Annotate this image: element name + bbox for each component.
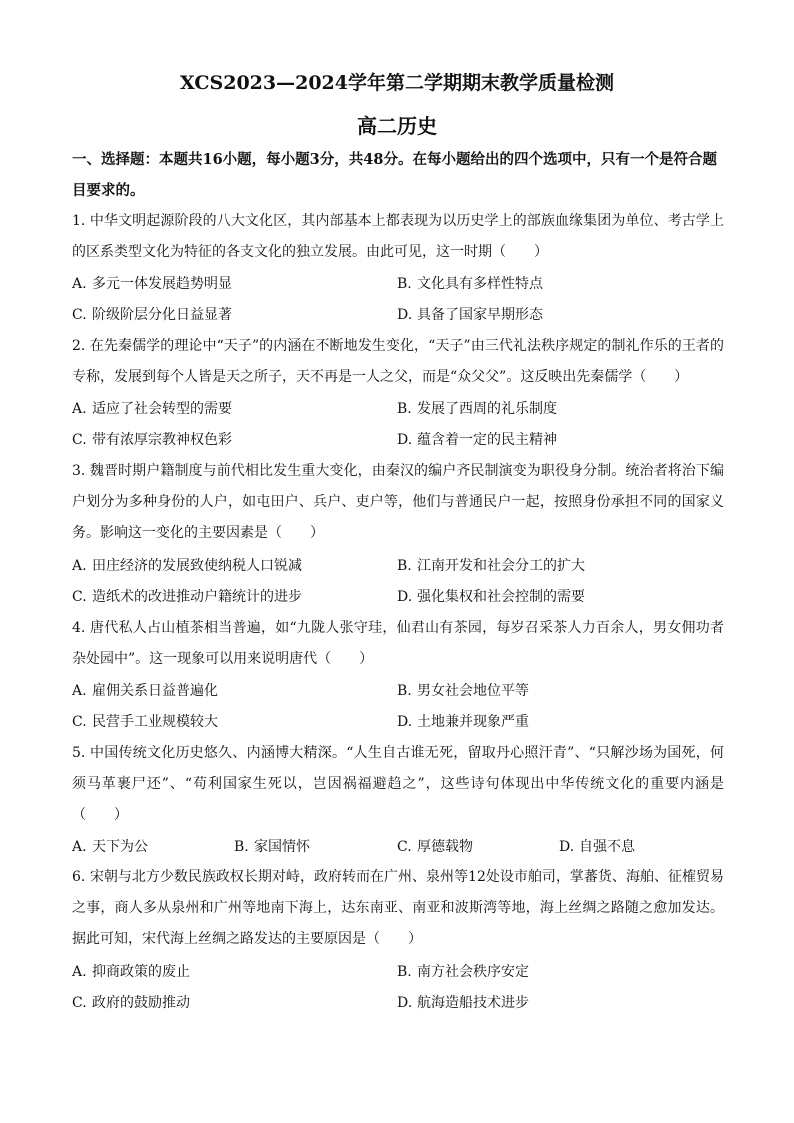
exam-title: XCS2023—2024学年第二学期期末教学质量检测: [179, 72, 614, 94]
question-3-stem: 3. 魏晋时期户籍制度与前代相比发生重大变化，由秦汉的编户齐民制演变为职役身分制。统治者将治下编户划分为多种身份的人户，如屯田户、兵户、吏户等，他们与普通民户一起，按照身份承担不同的国家义务。影响这一变化的主要因素是（ ）: [72, 463, 724, 541]
option-text: 造纸术的改进推动户籍统计的进步: [92, 589, 302, 605]
question-5-stem: 5. 中国传统文化历史悠久、内涵博大精深。“人生自古谁无死，留取丹心照汗青”、“只解沙场为国死，何须马革裹尸还”、“苟利国家生死以，岂因祸福避趋之”，这些诗句体现出中华传统文化的重要内涵是（ ）: [72, 745, 724, 823]
option-text: 土地兼并现象严重: [417, 714, 529, 730]
option-key: D.: [397, 714, 413, 730]
option-text: 适应了社会转型的需要: [92, 401, 232, 417]
option-text: 政府的鼓励推动: [92, 995, 190, 1011]
option-text: 发展了西周的礼乐制度: [417, 401, 557, 417]
question-6-option-d: [397, 993, 529, 1013]
option-text: 强化集权和社会控制的需要: [417, 589, 585, 605]
question-4-option-b: [397, 681, 529, 701]
section-instructions: 一、选择题：本题共16小题，每小题3分，共48分。在每小题给出的四个选项中，只有一个是符合题目要求的。: [72, 151, 717, 199]
question-1-option-a: [72, 274, 232, 294]
option-key: B.: [397, 558, 412, 574]
question-1-option-b: [397, 274, 543, 294]
option-text: 带有浓厚宗教神权色彩: [92, 432, 232, 448]
option-text: 厚德载物: [417, 839, 473, 855]
option-key: B.: [234, 839, 249, 855]
question-2-option-b: [397, 399, 557, 419]
question-6-option-b: [397, 962, 529, 982]
option-key: D.: [397, 995, 413, 1011]
question-3-option-d: [397, 587, 585, 607]
question-4-stem: 4. 唐代私人占山植茶相当普遍，如“九陇人张守珪，仙君山有茶园，每岁召采茶人力百余人，男女佣功者杂处园中”。这一现象可以用来说明唐代（ ）: [72, 620, 724, 667]
option-text: 蕴含着一定的民主精神: [417, 432, 557, 448]
option-key: C.: [397, 839, 412, 855]
option-text: 民营手工业规模较大: [92, 714, 218, 730]
option-key: A.: [72, 276, 87, 292]
question-6-option-c: [72, 993, 190, 1013]
option-text: 阶级阶层分化日益显著: [92, 307, 232, 323]
question-6-stem: 6. 宋朝与北方少数民族政权长期对峙，政府转而在广州、泉州等12处设市舶司，掌蕃货、海舶、征榷贸易之事，商人多从泉州和广州等地南下海上，达东南亚、南亚和波斯湾等地，海上丝绸之路随之愈加发达。据此可知，宋代海上丝绸之路发达的主要原因是（ ）: [72, 869, 724, 947]
option-text: 南方社会秩序安定: [417, 964, 529, 980]
option-text: 航海造船技术进步: [417, 995, 529, 1011]
option-key: D.: [397, 432, 413, 448]
option-key: C.: [72, 589, 87, 605]
question-2-option-a: [72, 399, 232, 419]
question-3-option-c: [72, 587, 302, 607]
option-text: 家国情怀: [254, 839, 310, 855]
question-2-option-c: [72, 430, 232, 450]
option-text: 田庄经济的发展致使纳税人口锐减: [92, 558, 302, 574]
option-key: C.: [72, 307, 87, 323]
option-text: 多元一体发展趋势明显: [92, 276, 232, 292]
option-key: B.: [397, 964, 412, 980]
exam-subject: 高二历史: [357, 114, 437, 138]
option-key: B.: [397, 401, 412, 417]
option-text: 天下为公: [92, 839, 148, 855]
question-5-option-a: [72, 837, 148, 857]
option-key: B.: [397, 683, 412, 699]
option-key: A.: [72, 558, 87, 574]
option-key: D.: [559, 839, 575, 855]
option-text: 雇佣关系日益普遍化: [92, 683, 218, 699]
question-2-option-d: [397, 430, 557, 450]
option-text: 男女社会地位平等: [417, 683, 529, 699]
option-text: 文化具有多样性特点: [417, 276, 543, 292]
question-3-option-a: [72, 556, 302, 576]
option-text: 自强不息: [579, 839, 635, 855]
question-6-option-a: [72, 962, 190, 982]
option-text: 抑商政策的废止: [92, 964, 190, 980]
question-4-option-a: [72, 681, 218, 701]
option-text: 具备了国家早期形态: [417, 307, 543, 323]
option-key: A.: [72, 401, 87, 417]
question-5-option-b: [234, 837, 310, 857]
option-key: B.: [397, 276, 412, 292]
option-key: A.: [72, 683, 87, 699]
question-5-option-c: [397, 837, 473, 857]
option-key: C.: [72, 995, 87, 1011]
option-text: 江南开发和社会分工的扩大: [417, 558, 585, 574]
question-1-option-d: [397, 305, 543, 325]
option-key: D.: [397, 307, 413, 323]
option-key: D.: [397, 589, 413, 605]
option-key: C.: [72, 714, 87, 730]
question-2-stem: 2. 在先秦儒学的理论中“天子”的内涵在不断地发生变化，“天子”由三代礼法秩序规定的制礼作乐的王者的专称，发展到每个人皆是天之所子，天不再是一人之父，而是“众父父”。这反映出先秦儒学（ ）: [72, 338, 724, 385]
option-key: C.: [72, 432, 87, 448]
question-1-stem: 1. 中华文明起源阶段的八大文化区，其内部基本上都表现为以历史学上的部族血缘集团为单位、考古学上的区系类型文化为特征的各支文化的独立发展。由此可见，这一时期（ ）: [72, 213, 724, 260]
question-1-option-c: [72, 305, 232, 325]
question-5-option-d: [559, 837, 635, 857]
option-key: A.: [72, 839, 87, 855]
question-3-option-b: [397, 556, 585, 576]
option-key: A.: [72, 964, 87, 980]
question-4-option-d: [397, 712, 529, 732]
question-4-option-c: [72, 712, 218, 732]
